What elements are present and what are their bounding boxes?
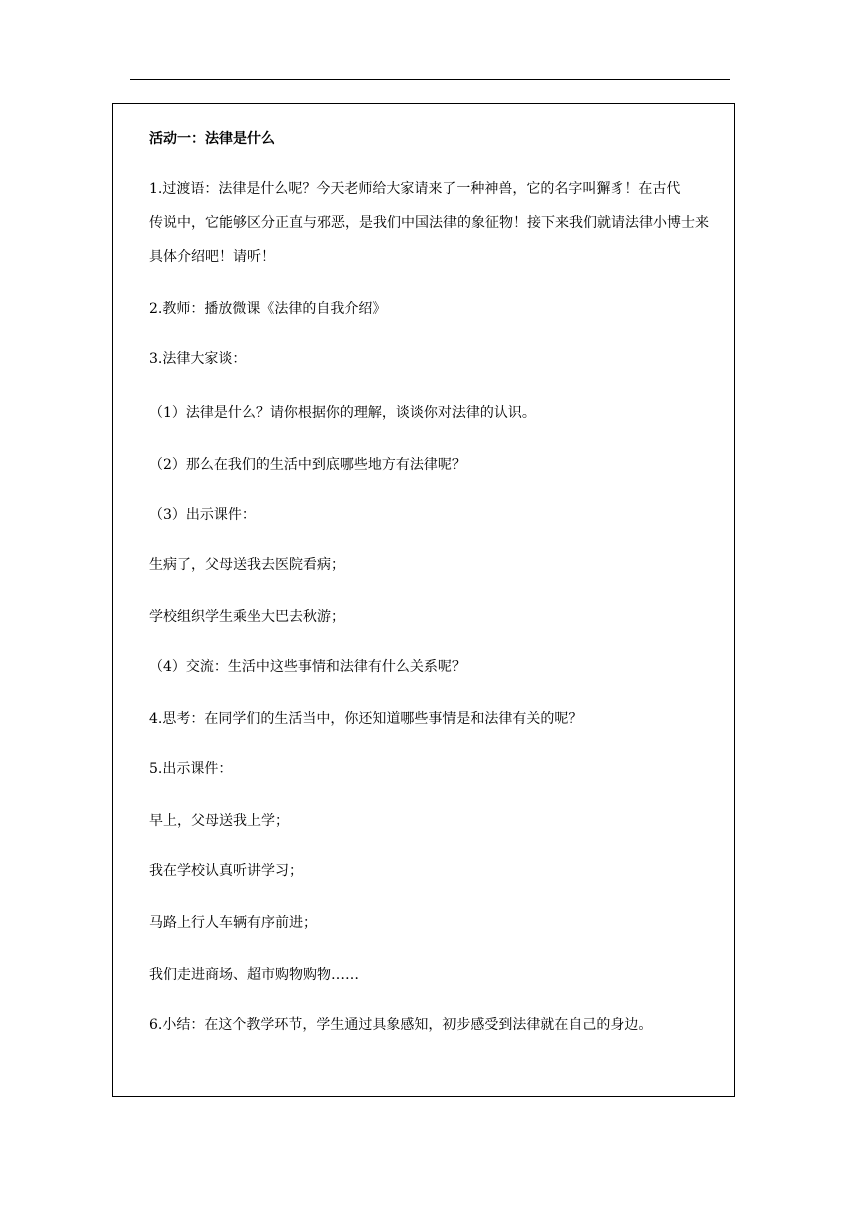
paragraph-line: 学校组织学生乘坐大巴去秋游； [149,609,345,625]
paragraph-line: （3）出示课件： [149,507,256,523]
paragraph-line: 传说中，它能够区分正直与邪恶，是我们中国法律的象征物！接下来我们就请法律小博士来 [149,215,709,231]
paragraph-line: （1）法律是什么？请你根据你的理解，谈谈你对法律的认识。 [149,405,536,421]
paragraph-line: 6.小结：在这个教学环节，学生通过具象感知，初步感受到法律就在自己的身边。 [149,1017,653,1033]
activity-title: 活动一：法律是什么 [149,131,275,147]
paragraph-line: 1.过渡语：法律是什么呢？今天老师给大家请来了一种神兽，它的名字叫獬豸！在古代 [149,181,681,197]
paragraph-line: 早上，父母送我上学； [149,813,289,829]
paragraph-line: 4.思考：在同学们的生活当中，你还知道哪些事情是和法律有关的呢？ [149,711,583,727]
paragraph-line: 我在学校认真听讲学习； [149,863,303,879]
header-rule [130,79,730,80]
paragraph-line: 马路上行人车辆有序前进； [149,915,317,931]
paragraph-line: （4）交流：生活中这些事情和法律有什么关系呢？ [149,659,466,675]
paragraph-line: 2.教师：播放微课《法律的自我介绍》 [149,301,387,317]
paragraph-line: 具体介绍吧！请听！ [149,249,275,265]
paragraph-line: 生病了，父母送我去医院看病； [149,557,345,573]
paragraph-line: 5.出示课件： [149,761,233,777]
paragraph-line: 我们走进商场、超市购物购物…… [149,967,359,983]
paragraph-line: （2）那么在我们的生活中到底哪些地方有法律呢？ [149,457,466,473]
paragraph-line: 3.法律大家谈： [149,351,247,367]
